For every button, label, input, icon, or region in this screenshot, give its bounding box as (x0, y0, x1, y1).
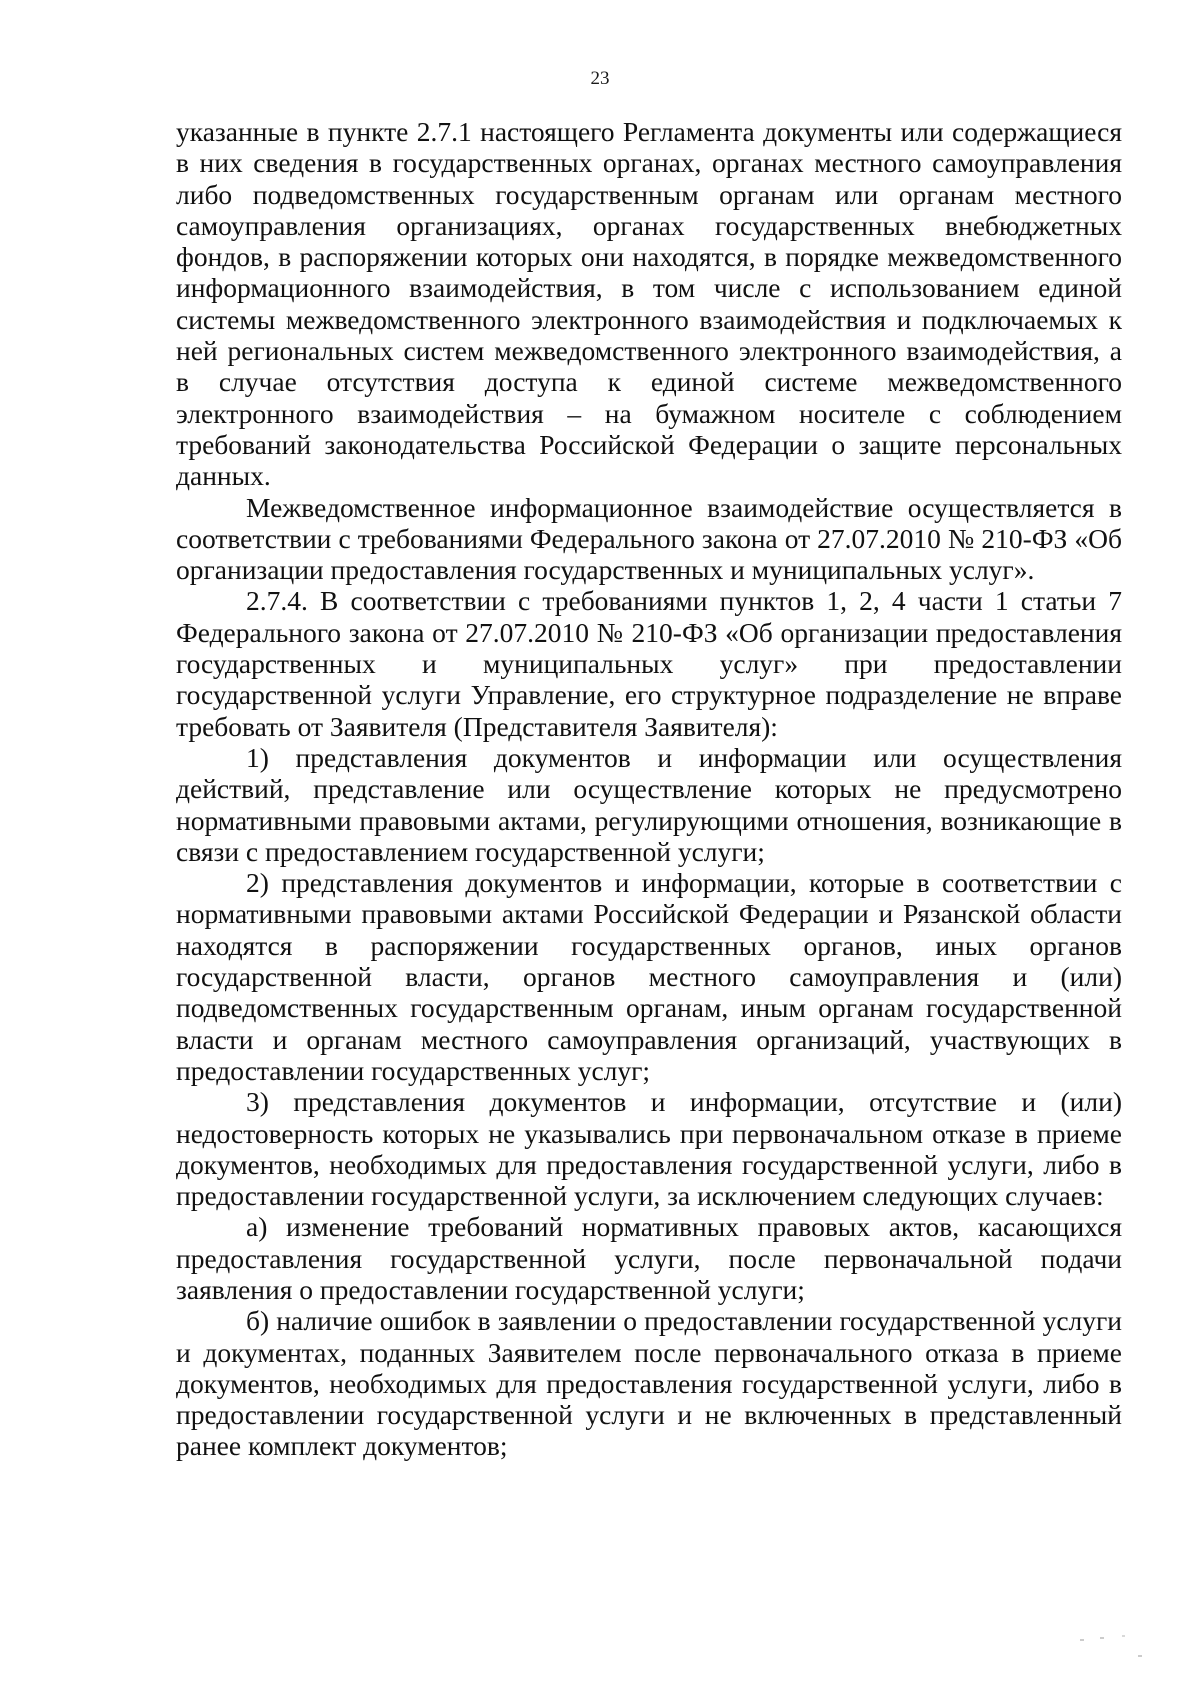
paragraph-continuation: указанные в пункте 2.7.1 настоящего Регламента документы или содержащиеся в них сведения в государственных органах, органах местного самоуправления либо подведомственных государственным органам или органам местного самоуправления организациях, органах государственных внебюджетных фондов, в распоряжении которых они находятся, в порядке межведомственного информационного взаимодействия, в том числе с использованием единой системы межведомственного электронного взаимодействия и подключаемых к ней региональных систем межведомственного электронного взаимодействия, а в случае отсутствия доступа к единой системе межведомственного электронного взаимодействия – на бумажном носителе с соблюдением требований законодательства Российской Федерации о защите персональных данных. (176, 116, 1122, 492)
list-item-1: 1) представления документов и информации или осуществления действий, представление или осуществление которых не предусмотрено нормативными правовыми актами, регулирующими отношения, возникающие в связи с предоставлением государственной услуги; (176, 741, 1122, 867)
scan-artifact-marks (1060, 1630, 1160, 1660)
page-number: 23 (590, 68, 610, 89)
list-item-a: а) изменение требований нормативных правовых актов, касающихся предоставления государственной услуги, после первоначальной подачи заявления о предоставлении государственной услуги; (176, 1211, 1122, 1305)
list-item-3: 3) представления документов и информации, отсутствие и (или) недостоверность которых не указывались при первоначальном отказе в приеме документов, необходимых для предоставления государственной услуги, либо в предоставлении государственной услуги, за исключением следующих случаев: (176, 1086, 1122, 1212)
document-body (176, 116, 1122, 1462)
list-item-2: 2) представления документов и информации, которые в соответствии с нормативными правовыми актами Российской Федерации и Рязанской области находятся в распоряжении государственных органов, иных органов государственной власти, органов местного самоуправления и (или) подведомственных государственным органам, иным органам государственной власти и органам местного самоуправления организаций, участвующих в предоставлении государственных услуг; (176, 867, 1122, 1086)
list-item-b: б) наличие ошибок в заявлении о предоставлении государственной услуги и документах, поданных Заявителем после первоначального отказа в приеме документов, необходимых для предоставления государственной услуги, либо в предоставлении государственной услуги и не включенных в представленный ранее комплект документов; (176, 1305, 1122, 1462)
paragraph-interagency-cooperation: Межведомственное информационное взаимодействие осуществляется в соответствии с требованиями Федерального закона от 27.07.2010 № 210-ФЗ «Об организации предоставления государственных и муниципальных услуг». (176, 491, 1122, 586)
paragraph-2-7-4: 2.7.4. В соответствии с требованиями пунктов 1, 2, 4 части 1 статьи 7 Федерального закона от 27.07.2010 № 210-ФЗ «Об организации предоставления государственных и муниципальных услуг» при предоставлении государственной услуги Управление, его структурное подразделение не вправе требовать от Заявителя (Представителя Заявителя): (176, 585, 1122, 742)
